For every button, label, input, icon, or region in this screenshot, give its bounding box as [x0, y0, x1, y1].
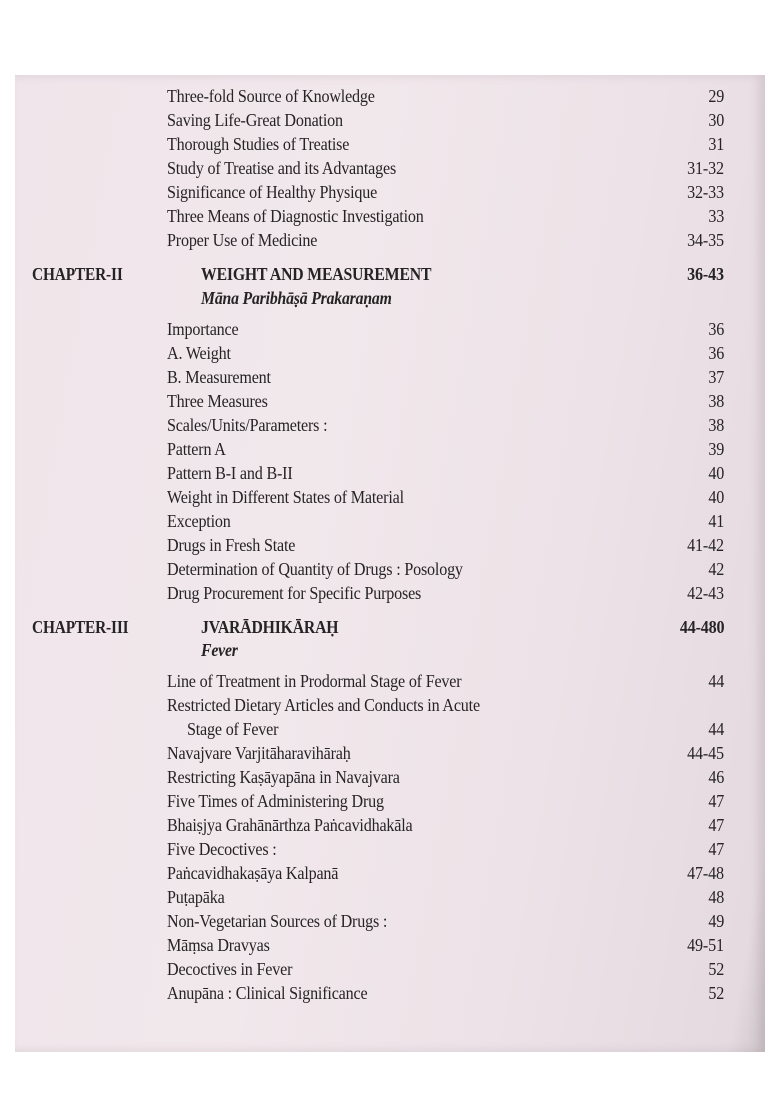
toc-entry: Decoctives in Fever 52 [167, 959, 724, 979]
toc-entry: Paṅcavidhakaṣāya Kalpanā 47-48 [167, 863, 724, 883]
chapter-heading [15, 262, 765, 286]
toc-entry: Line of Treatment in Prodormal Stage of Fever 44 [167, 671, 724, 691]
toc-entry: Importance 36 [167, 319, 724, 339]
toc-entry: Exception 41 [167, 511, 724, 531]
toc-entry: Three Measures 38 [167, 391, 724, 411]
toc-entry: Scales/Units/Parameters : 38 [167, 415, 724, 435]
toc-entry: Pattern A 39 [167, 439, 724, 459]
book-page [15, 75, 765, 1052]
toc-entry: Three Means of Diagnostic Investigation 33 [167, 206, 724, 226]
toc-entry: Weight in Different States of Material 40 [167, 487, 724, 507]
chapter-label: CHAPTER-II [32, 264, 123, 284]
toc-entry: Five Times of Administering Drug 47 [167, 791, 724, 811]
toc-entry: Saving Life-Great Donation 30 [167, 110, 724, 130]
toc-entry: Three-fold Source of Knowledge 29 [167, 86, 724, 106]
toc-entry: Navajvare Varjitāharavihāraḥ 44-45 [167, 743, 724, 763]
toc-entry: Bhaiṣjya Grahānārthza Paṅcavidhakāla 47 [167, 815, 724, 835]
chapter-subtitle: Fever [201, 640, 238, 660]
toc-entry: Anupāna : Clinical Significance 52 [167, 983, 724, 1003]
chapter-pages: 36-43 [687, 264, 724, 284]
toc-entry: A. Weight 36 [167, 343, 724, 363]
toc-entry: Determination of Quantity of Drugs : Posology 42 [167, 559, 724, 579]
toc-entry: Five Decoctives : 47 [167, 839, 724, 859]
toc-entry: Non-Vegetarian Sources of Drugs : 49 [167, 911, 724, 931]
toc-entry: Drug Procurement for Specific Purposes 42-43 [167, 583, 724, 603]
toc-entry: Drugs in Fresh State 41-42 [167, 535, 724, 555]
chapter-subtitle: Māna Paribhāṣā Prakaraṇam [201, 288, 392, 308]
toc-entry: Restricting Kaṣāyapāna in Navajvara 46 [167, 767, 724, 787]
chapter-subtitle-row [15, 286, 765, 310]
toc-entry: Study of Treatise and its Advantages 31-32 [167, 158, 724, 178]
chapter-title: WEIGHT AND MEASUREMENT [201, 264, 432, 284]
chapter-label: CHAPTER-III [32, 617, 129, 637]
toc-entry: Pattern B-I and B-II 40 [167, 463, 724, 483]
toc-entry: Puṭapāka 48 [167, 887, 724, 907]
toc-entry: Māṃsa Dravyas 49-51 [167, 935, 724, 955]
toc-entry: B. Measurement 37 [167, 367, 724, 387]
chapter-heading [15, 615, 765, 639]
chapter-subtitle-row [15, 638, 765, 662]
toc-entry: Significance of Healthy Physique 32-33 [167, 182, 724, 202]
toc-entry: Thorough Studies of Treatise 31 [167, 134, 724, 154]
chapter-title: JVARĀDHIKĀRAḤ [201, 617, 339, 637]
toc-entry: Restricted Dietary Articles and Conducts in Acute [167, 695, 480, 715]
toc-entry: Proper Use of Medicine 34-35 [167, 230, 724, 250]
chapter-pages: 44-480 [679, 617, 724, 637]
toc-entry-continuation: Stage of Fever 44 [187, 719, 724, 739]
